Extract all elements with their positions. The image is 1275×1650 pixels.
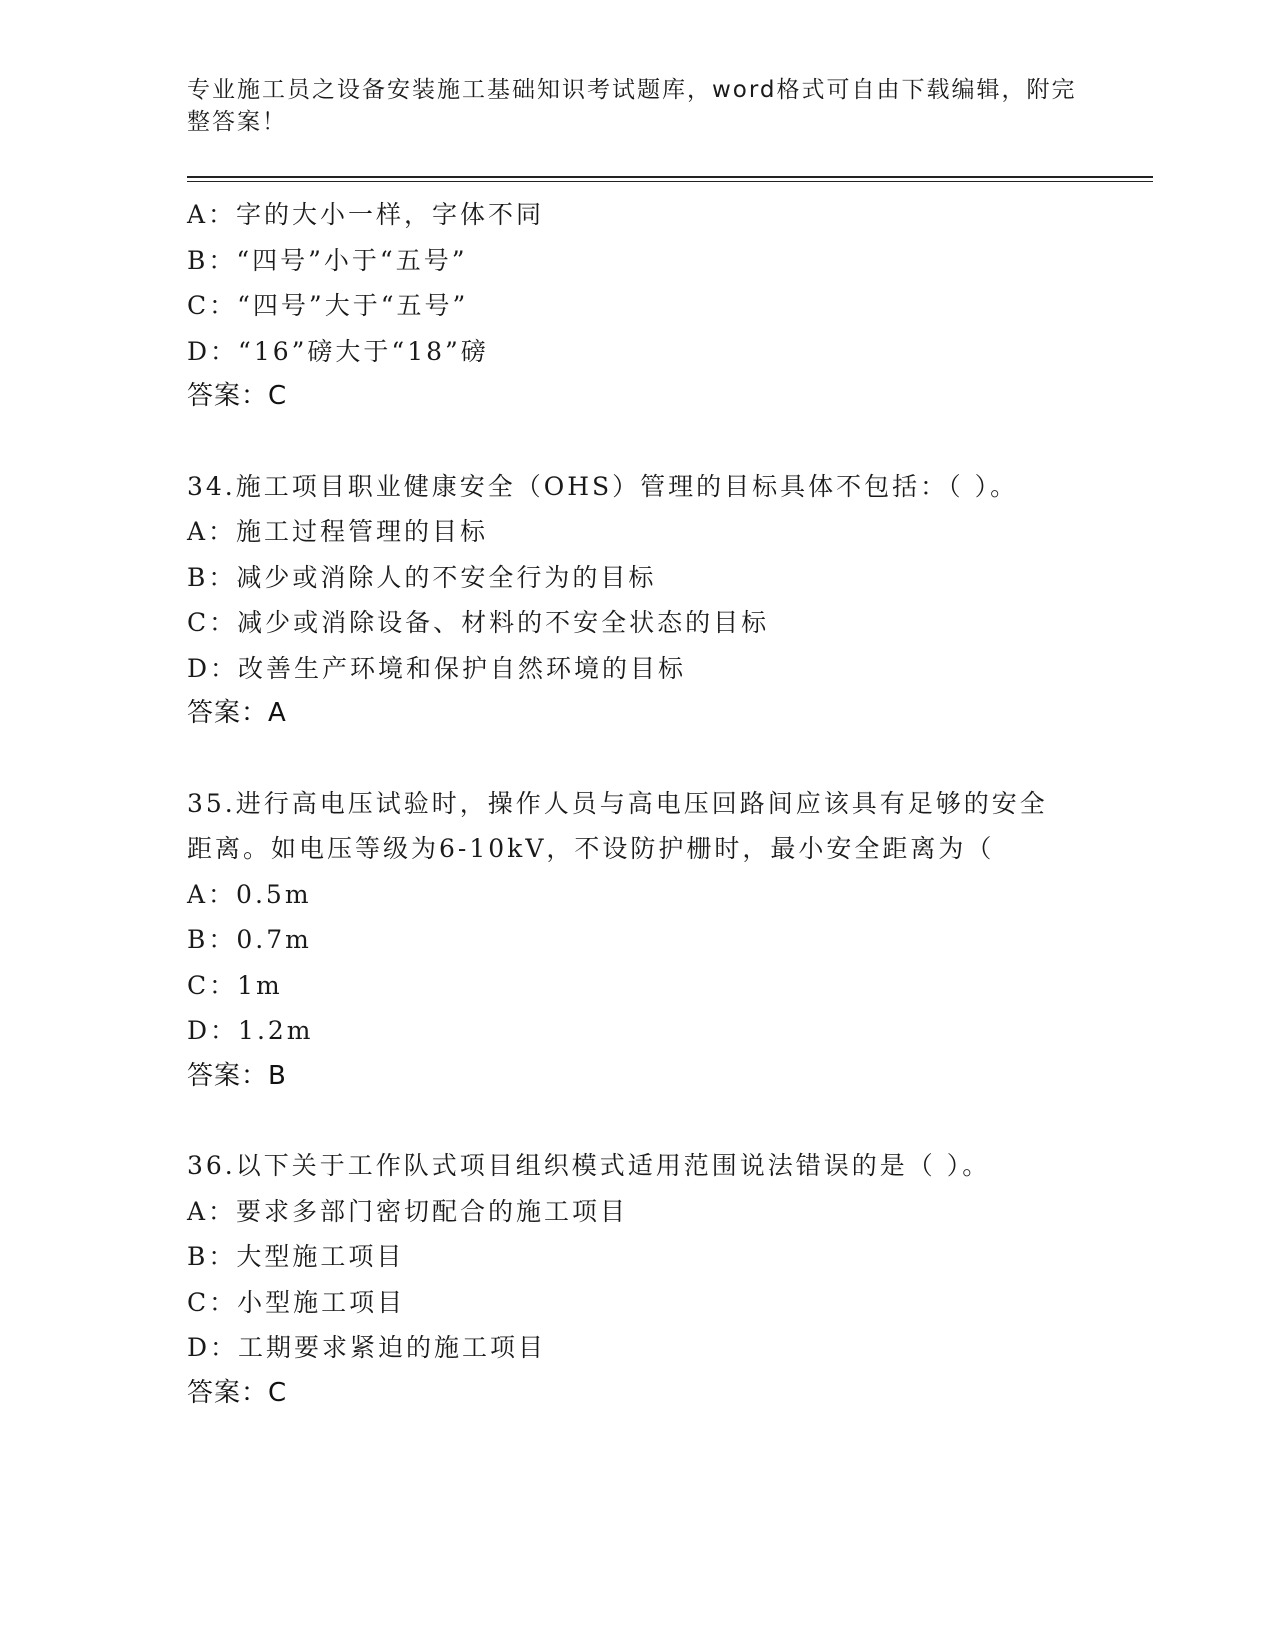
option-d: D：1.2m [187,1016,314,1045]
option-d: D：改善生产环境和保护自然环境的目标 [187,653,687,683]
question-block [187,1143,1087,1416]
answer-line: 答案：C [187,1377,288,1408]
question-block [187,781,1087,1100]
question-stem: 36.以下关于工作队式项目组织模式适用范围说法错误的是（ ）。 [187,1151,991,1180]
block-spacer [187,420,1087,464]
question-block [187,464,1087,737]
option-c: C：1m [187,970,283,1000]
option-b: B：大型施工项目 [187,1242,405,1271]
answer-line: 答案：C [187,381,288,411]
header-rule-thin [187,181,1153,182]
question-stem-continued: 距离。如电压等级为6-10kV，不设防护栅时，最小安全距离为（ [187,834,995,863]
document-header [187,74,1087,138]
header-rule-thick [187,176,1153,178]
option-b: B：减少或消除人的不安全行为的目标 [187,562,657,592]
answer-line: 答案：A [187,698,287,728]
answer-line: 答案：B [187,1060,287,1091]
question-stem: 34.施工项目职业健康安全（OHS）管理的目标具体不包括：（ ）。 [187,471,1019,501]
question-stem: 35.进行高电压试验时，操作人员与高电压回路间应该具有足够的安全 [187,788,1048,818]
option-b: B：0.7m [187,925,312,954]
option-c: C：减少或消除设备、材料的不安全状态的目标 [187,608,770,637]
option-a: A：要求多部门密切配合的施工项目 [187,1196,629,1226]
option-b: B：“四号”小于“五号” [187,245,468,275]
block-spacer [187,737,1087,781]
option-d: D：“16”磅大于“18”磅 [187,336,489,366]
option-a: A：字的大小一样，字体不同 [187,200,545,229]
option-c: C：“四号”大于“五号” [187,291,469,320]
block-spacer [187,1099,1087,1143]
option-c: C：小型施工项目 [187,1287,406,1317]
question-block [187,192,1087,420]
option-a: A：0.5m [187,879,312,909]
header-text: 专业施工员之设备安装施工基础知识考试题库，word格式可自由下载编辑，附完整答案！ [187,77,1077,135]
option-d: D：工期要求紧迫的施工项目 [187,1333,547,1362]
question-list [187,192,1087,1416]
option-a: A：施工过程管理的目标 [187,517,489,546]
